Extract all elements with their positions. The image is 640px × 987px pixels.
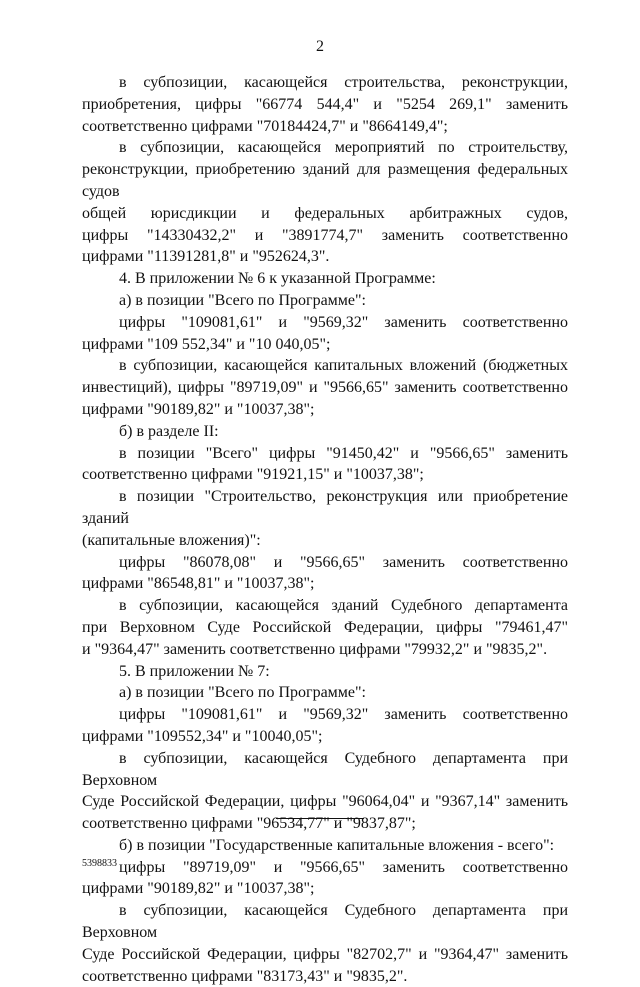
paragraph	[82, 72, 568, 137]
text-line: в позиции "Всего" цифры "91450,42" и "9566,65" заменить	[119, 444, 568, 462]
text-line: в субпозиции, касающейся Судебного департамента при Верховном	[82, 749, 568, 789]
text-line: а) в позиции "Всего по Программе":	[119, 684, 366, 702]
text-line: цифрами "90189,82" и "10037,38";	[82, 400, 315, 418]
paragraph	[82, 268, 568, 290]
paragraph	[82, 421, 568, 443]
paragraph	[82, 355, 568, 420]
text-line: в субпозиции, касающейся зданий Судебного департамента	[119, 597, 568, 615]
paragraph	[82, 552, 568, 596]
paragraph	[82, 312, 568, 356]
text-line: цифры "109081,61" и "9569,32" заменить соответственно	[119, 706, 568, 724]
text-line: реконструкции, приобретению зданий для размещения федеральных судов	[82, 161, 568, 200]
text-line: при Верховном Суде Российской Федерации, цифры "79461,47"	[82, 618, 568, 636]
text-line: соответственно цифрами "83173,43" и "9835,2".	[82, 967, 408, 985]
paragraph	[82, 661, 568, 683]
text-line: цифры "14330432,2" и "3891774,7" заменить соответственно	[82, 226, 568, 244]
text-line: в субпозиции, касающейся мероприятий по строительству,	[119, 139, 568, 157]
text-line: цифры "109081,61" и "9569,32" заменить соответственно	[119, 313, 568, 331]
text-line: Суде Российской Федерации, цифры "82702,7" и "9364,47" заменить	[82, 945, 568, 963]
text-line: цифрами "109 552,34" и "10 040,05";	[82, 335, 331, 353]
text-line: (капитальные вложения)":	[82, 531, 261, 549]
text-line: соответственно цифрами "91921,15" и "10037,38";	[82, 466, 424, 484]
paragraph	[82, 748, 568, 835]
text-line: в субпозиции, касающейся строительства, реконструкции,	[119, 74, 568, 91]
paragraph	[82, 857, 568, 901]
text-line: цифрами "11391281,8" и "952624,3".	[82, 248, 330, 266]
text-line: цифрами "86548,81" и "10037,38";	[82, 575, 315, 593]
paragraph	[82, 443, 568, 487]
section-heading: 5. В приложении № 7:	[119, 662, 270, 680]
text-line: и "9364,47" заменить соответственно цифрами "79932,2" и "9835,2".	[82, 640, 548, 658]
text-line: б) в разделе II:	[119, 422, 219, 440]
paragraph	[82, 835, 568, 857]
text-line: б) в позиции "Государственные капитальные вложения - всего":	[119, 836, 555, 854]
text-line: соответственно цифрами "70184424,7" и "8664149,4";	[82, 117, 448, 135]
document-code: 5398833	[82, 858, 117, 869]
paragraph	[82, 137, 568, 268]
text-line: цифрами "90189,82" и "10037,38";	[82, 880, 315, 898]
paragraph	[82, 900, 568, 987]
paragraph	[82, 595, 568, 660]
separator-line	[276, 818, 364, 819]
paragraph	[82, 682, 568, 704]
text-line: приобретения, цифры "66774 544,4" и "5254 269,1" заменить	[82, 95, 568, 113]
paragraph	[82, 290, 568, 312]
text-line: а) в позиции "Всего по Программе":	[119, 291, 366, 309]
text-line: в субпозиции, касающейся капитальных вложений (бюджетных	[119, 357, 568, 375]
text-line: цифры "89719,09" и "9566,65" заменить соответственно	[119, 858, 568, 876]
page-number: 2	[316, 38, 324, 55]
text-line: в позиции "Строительство, реконструкция или приобретение зданий	[82, 488, 568, 527]
paragraph	[82, 704, 568, 748]
text-line: инвестиций), цифры "89719,09" и "9566,65" заменить соответственно	[82, 379, 568, 397]
paragraph	[82, 486, 568, 551]
text-line: цифрами "109552,34" и "10040,05";	[82, 727, 323, 745]
text-line: в субпозиции, касающейся Судебного департамента при Верховном	[82, 902, 568, 942]
text-line: общей юрисдикции и федеральных арбитражных судов,	[82, 204, 568, 222]
text-line: Суде Российской Федерации, цифры "96064,04" и "9367,14" заменить	[82, 793, 568, 811]
document-body	[82, 72, 568, 987]
section-heading: 4. В приложении № 6 к указанной Программе:	[119, 270, 436, 288]
text-line: цифры "86078,08" и "9566,65" заменить соответственно	[119, 553, 568, 571]
text-line: соответственно цифрами "96534,77" и "9837,87";	[82, 815, 416, 833]
